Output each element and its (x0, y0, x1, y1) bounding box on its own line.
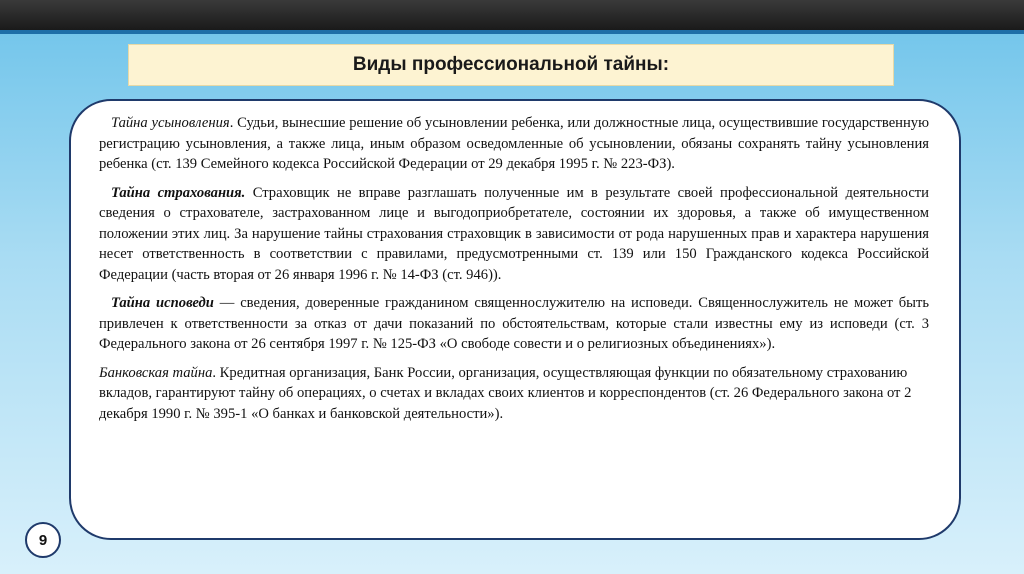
content-panel (69, 99, 961, 540)
term-adoption: Тайна усыновления (111, 115, 230, 131)
paragraph-adoption (99, 113, 929, 175)
paragraph-confession (99, 293, 929, 355)
page-number: 9 (25, 522, 61, 558)
paragraph-banking (99, 363, 929, 425)
title-box (128, 44, 894, 86)
text-banking: . Кредитная организация, Банк России, организация, осуществляющая функции по обязательному страхованию вкладов, гарантируют тайну об операциях, о счетах и вкладах своих клиентов и корреспондентов (ст. 26 Федерального закона от 2 декабря 1990 г. № 395-1 «О банках и банковской деятельности»). (99, 364, 912, 422)
text-insurance: Страховщик не вправе разглашать полученные им в результате своей профессиональной деятельности сведения о страхователе, застрахованном лице и выгодоприобретателе, состоянии их здоровья, а также об имущественном положении этих лиц. За нарушение тайны страхования страховщик в зависимости от рода нарушенных прав и характера нарушения несет ответственность в соответствии с правилами, предусмотренными ст. 139 или 150 Гражданского кодекса Российской Федерации (часть вторая от 26 января 1996 г. № 14-ФЗ (ст. 946)). (99, 184, 929, 283)
term-confession: Тайна исповеди (111, 295, 214, 311)
term-insurance: Тайна страхования. (111, 184, 246, 201)
slide-title: Виды профессиональной тайны: (352, 54, 670, 75)
text-adoption: . Судьи, вынесшие решение об усыновлении ребенка, или должностные лица, осуществившие государственную регистрацию усыновления, а также лица, иным образом осведомленные об усыновлении, обязаны сохранять тайну усыновления ребенка (ст. 139 Семейного кодекса Российской Федерации от 29 декабря 1995 г. № 223-ФЗ). (99, 115, 929, 172)
top-bar (0, 0, 1024, 30)
top-accent-line (0, 30, 1024, 34)
paragraph-insurance (99, 183, 929, 286)
term-banking: Банковская тайна (99, 364, 213, 381)
text-confession: — сведения, доверенные гражданином священнослужителю на исповеди. Священнослужитель не может быть привлечен к ответственности за отказ от дачи показаний по обстоятельствам, которые стали известны ему из исповеди (ст. 3 Федерального закона от 26 сентября 1997 г. № 125-ФЗ «О свободе совести и о религиозных объединениях»). (99, 295, 930, 352)
